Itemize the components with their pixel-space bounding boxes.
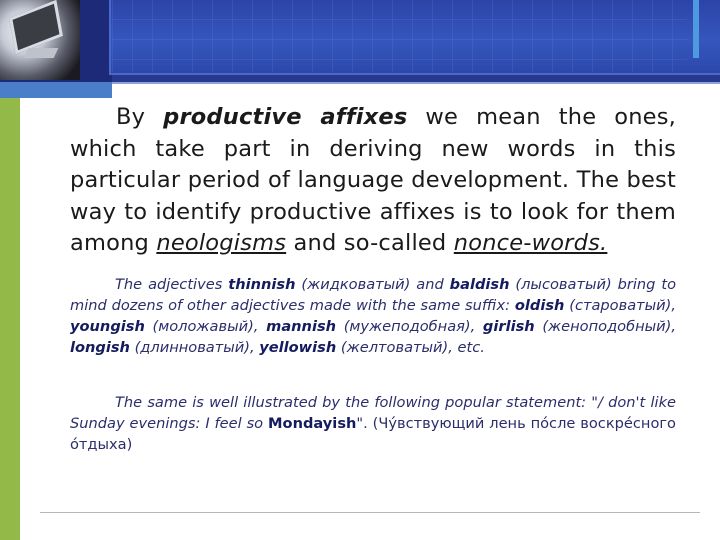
adj-text-1: The adjectives: [115, 275, 229, 293]
statement-translation: (Чу́вствующий лень по́сле воскре́сного о́тдыха): [70, 414, 676, 453]
term-neologisms: neologisms: [156, 230, 287, 256]
banner-grid-pattern: [112, 0, 687, 72]
adj-text-2: (жидковатый) and: [295, 275, 450, 293]
header-banner: [0, 0, 720, 82]
banner-light-bar: [0, 82, 112, 98]
term-productive: productive affixes: [163, 104, 408, 130]
main-text-1: By: [116, 104, 164, 130]
word-thinnish: thinnish: [228, 275, 296, 293]
word-mondayish: Mondayish: [268, 414, 357, 432]
main-text-2: we mean the ones, which take part in deriving new words in this particular period of language development. The best way to identify productive affixes is to look for them among: [70, 104, 676, 256]
word-youngish: youngish: [70, 317, 145, 335]
left-green-stripe: [0, 98, 20, 540]
word-oldish: oldish: [514, 296, 565, 314]
word-baldish: baldish: [449, 275, 510, 293]
banner-accent-bar: [693, 0, 699, 58]
term-nonce-words: nonce-words.: [453, 230, 608, 256]
adj-text-5: (моложавый),: [144, 317, 267, 335]
statement-text-1: The same is well illustrated by the following popular statement: "/ don't like Sunday evenings: I feel so: [70, 393, 676, 432]
statement-paragraph: [70, 392, 676, 455]
main-text-3: and so-called: [286, 230, 454, 256]
adjectives-paragraph: [70, 274, 676, 358]
word-girlish: girlish: [482, 317, 535, 335]
adj-text-4: (староватый),: [564, 296, 676, 314]
computer-monitor-image: [0, 0, 80, 80]
adj-text-3: (лысоватый) bring to mind dozens of other adjectives made with the same suffix:: [70, 275, 676, 314]
word-yellowish: yellowish: [259, 338, 337, 356]
adj-text-8: (длинноватый),: [129, 338, 260, 356]
slide-content: [70, 102, 676, 455]
adj-text-7: (женоподобный),: [534, 317, 676, 335]
bottom-divider: [40, 512, 700, 513]
keyboard-shape: [24, 48, 59, 58]
adj-text-9: (желтоватый), etc.: [336, 338, 485, 356]
adj-text-6: (мужеподобная),: [336, 317, 483, 335]
banner-bottom-strip: [112, 82, 720, 84]
main-paragraph: [70, 102, 676, 260]
word-mannish: mannish: [266, 317, 337, 335]
statement-text-2: ".: [356, 414, 373, 432]
word-longish: longish: [70, 338, 130, 356]
